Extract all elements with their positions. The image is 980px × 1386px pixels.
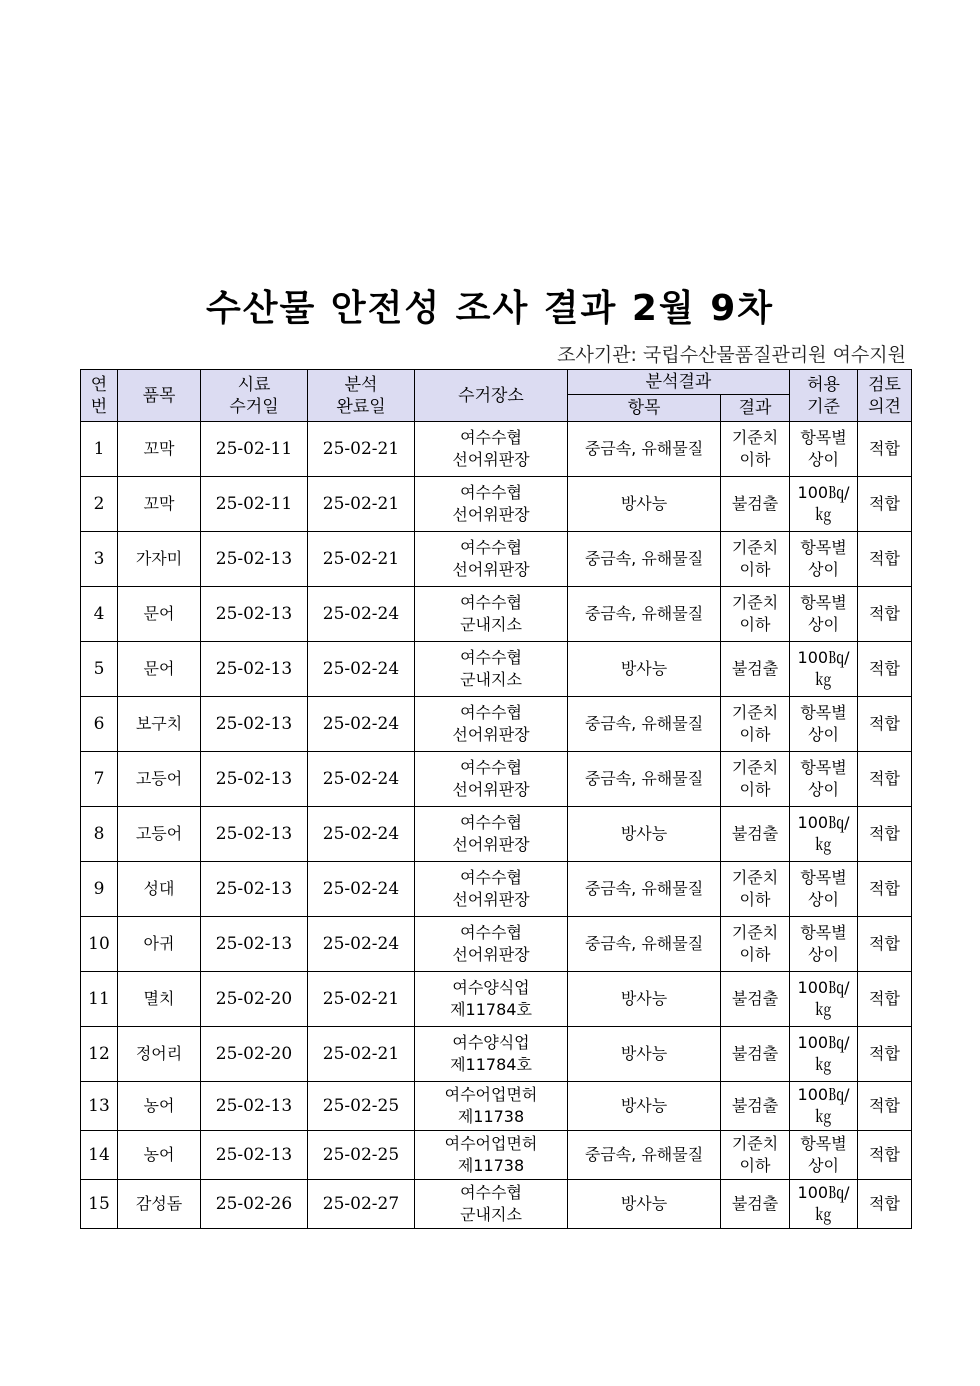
- row-limit: 항목별 상이: [790, 697, 858, 752]
- row-item: 농어: [118, 1131, 201, 1180]
- row-item: 아귀: [118, 917, 201, 972]
- row-category: 중금속, 유해물질: [568, 587, 721, 642]
- row-no: 11: [81, 972, 118, 1027]
- row-item: 보구치: [118, 697, 201, 752]
- row-item: 고등어: [118, 807, 201, 862]
- row-category: 중금속, 유해물질: [568, 697, 721, 752]
- header-category: 항목: [568, 395, 721, 422]
- row-location: 여수수협 선어위판장: [415, 477, 568, 532]
- header-review: 검토 의견: [858, 370, 912, 422]
- row-limit: 항목별 상이: [790, 422, 858, 477]
- row-sample-date: 25-02-13: [201, 587, 308, 642]
- row-no: 14: [81, 1131, 118, 1180]
- row-no: 10: [81, 917, 118, 972]
- row-no: 3: [81, 532, 118, 587]
- row-review: 적합: [858, 752, 912, 807]
- header-analysis-date: 분석 완료일: [308, 370, 415, 422]
- row-location: 여수수협 군내지소: [415, 642, 568, 697]
- row-review: 적합: [858, 422, 912, 477]
- header-sample-date: 시료 수거일: [201, 370, 308, 422]
- row-limit: 항목별 상이: [790, 587, 858, 642]
- row-analysis-date: 25-02-21: [308, 422, 415, 477]
- row-review: 적합: [858, 1082, 912, 1131]
- row-review: 적합: [858, 697, 912, 752]
- table-row: [81, 642, 912, 697]
- row-analysis-date: 25-02-21: [308, 1027, 415, 1082]
- row-location: 여수수협 군내지소: [415, 1180, 568, 1229]
- row-item: 고등어: [118, 752, 201, 807]
- row-review: 적합: [858, 1027, 912, 1082]
- row-category: 방사능: [568, 972, 721, 1027]
- row-limit: 100㏃/ ㎏: [790, 1027, 858, 1082]
- row-no: 6: [81, 697, 118, 752]
- row-category: 방사능: [568, 477, 721, 532]
- row-limit: 100㏃/ ㎏: [790, 1082, 858, 1131]
- table-row: [81, 752, 912, 807]
- row-location: 여수수협 선어위판장: [415, 697, 568, 752]
- table-row: [81, 477, 912, 532]
- row-result: 기준치 이하: [721, 422, 790, 477]
- row-result: 불검출: [721, 1082, 790, 1131]
- row-limit: 항목별 상이: [790, 752, 858, 807]
- table-row: [81, 422, 912, 477]
- row-sample-date: 25-02-13: [201, 1082, 308, 1131]
- row-no: 7: [81, 752, 118, 807]
- row-category: 방사능: [568, 807, 721, 862]
- row-no: 4: [81, 587, 118, 642]
- table-row: [81, 807, 912, 862]
- row-review: 적합: [858, 917, 912, 972]
- row-item: 정어리: [118, 1027, 201, 1082]
- table-row: [81, 972, 912, 1027]
- row-result: 기준치 이하: [721, 862, 790, 917]
- row-sample-date: 25-02-13: [201, 862, 308, 917]
- row-result: 불검출: [721, 477, 790, 532]
- row-review: 적합: [858, 642, 912, 697]
- table-row: [81, 532, 912, 587]
- row-location: 여수양식업 제11784호: [415, 972, 568, 1027]
- row-category: 중금속, 유해물질: [568, 422, 721, 477]
- row-analysis-date: 25-02-24: [308, 917, 415, 972]
- row-result: 기준치 이하: [721, 1131, 790, 1180]
- row-location: 여수수협 선어위판장: [415, 917, 568, 972]
- row-analysis-date: 25-02-21: [308, 972, 415, 1027]
- row-category: 중금속, 유해물질: [568, 752, 721, 807]
- row-location: 여수어업면허 제11738: [415, 1131, 568, 1180]
- row-analysis-date: 25-02-24: [308, 862, 415, 917]
- row-no: 1: [81, 422, 118, 477]
- row-no: 15: [81, 1180, 118, 1229]
- row-analysis-date: 25-02-24: [308, 697, 415, 752]
- row-location: 여수어업면허 제11738: [415, 1082, 568, 1131]
- row-item: 꼬막: [118, 422, 201, 477]
- row-limit: 100㏃/ ㎏: [790, 1180, 858, 1229]
- row-limit: 항목별 상이: [790, 532, 858, 587]
- row-item: 성대: [118, 862, 201, 917]
- results-table: [80, 369, 912, 1229]
- row-result: 불검출: [721, 1180, 790, 1229]
- row-limit: 항목별 상이: [790, 1131, 858, 1180]
- row-location: 여수수협 선어위판장: [415, 862, 568, 917]
- row-location: 여수수협 군내지소: [415, 587, 568, 642]
- row-result: 기준치 이하: [721, 587, 790, 642]
- header-result: 결과: [721, 395, 790, 422]
- row-analysis-date: 25-02-27: [308, 1180, 415, 1229]
- row-sample-date: 25-02-20: [201, 1027, 308, 1082]
- row-limit: 100㏃/ ㎏: [790, 807, 858, 862]
- row-review: 적합: [858, 1180, 912, 1229]
- row-analysis-date: 25-02-25: [308, 1082, 415, 1131]
- row-sample-date: 25-02-26: [201, 1180, 308, 1229]
- row-result: 기준치 이하: [721, 917, 790, 972]
- survey-agency: 조사기관: 국립수산물품질관리원 여수지원: [557, 344, 906, 366]
- row-review: 적합: [858, 862, 912, 917]
- row-location: 여수수협 선어위판장: [415, 807, 568, 862]
- row-category: 방사능: [568, 1082, 721, 1131]
- header-item: 품목: [118, 370, 201, 422]
- row-limit: 100㏃/ ㎏: [790, 477, 858, 532]
- row-location: 여수수협 선어위판장: [415, 532, 568, 587]
- row-limit: 항목별 상이: [790, 862, 858, 917]
- row-no: 8: [81, 807, 118, 862]
- row-analysis-date: 25-02-24: [308, 807, 415, 862]
- header-results: 분석결과: [568, 370, 790, 395]
- row-sample-date: 25-02-11: [201, 477, 308, 532]
- row-category: 방사능: [568, 642, 721, 697]
- row-analysis-date: 25-02-21: [308, 532, 415, 587]
- row-location: 여수수협 선어위판장: [415, 422, 568, 477]
- row-sample-date: 25-02-13: [201, 1131, 308, 1180]
- row-result: 불검출: [721, 1027, 790, 1082]
- row-sample-date: 25-02-13: [201, 752, 308, 807]
- row-item: 가자미: [118, 532, 201, 587]
- row-result: 불검출: [721, 807, 790, 862]
- row-no: 2: [81, 477, 118, 532]
- row-item: 멸치: [118, 972, 201, 1027]
- row-analysis-date: 25-02-25: [308, 1131, 415, 1180]
- table-row: [81, 1131, 912, 1180]
- header-no: 연 번: [81, 370, 118, 422]
- row-sample-date: 25-02-13: [201, 532, 308, 587]
- table-row: [81, 1082, 912, 1131]
- table-row: [81, 587, 912, 642]
- row-result: 기준치 이하: [721, 697, 790, 752]
- row-no: 13: [81, 1082, 118, 1131]
- row-limit: 항목별 상이: [790, 917, 858, 972]
- row-no: 9: [81, 862, 118, 917]
- row-sample-date: 25-02-13: [201, 807, 308, 862]
- row-result: 불검출: [721, 642, 790, 697]
- row-review: 적합: [858, 532, 912, 587]
- row-item: 문어: [118, 587, 201, 642]
- row-result: 기준치 이하: [721, 532, 790, 587]
- row-review: 적합: [858, 587, 912, 642]
- table-row: [81, 697, 912, 752]
- row-no: 5: [81, 642, 118, 697]
- row-item: 농어: [118, 1082, 201, 1131]
- row-sample-date: 25-02-13: [201, 697, 308, 752]
- row-category: 중금속, 유해물질: [568, 1131, 721, 1180]
- table-row: [81, 917, 912, 972]
- row-analysis-date: 25-02-24: [308, 642, 415, 697]
- row-sample-date: 25-02-13: [201, 642, 308, 697]
- row-no: 12: [81, 1027, 118, 1082]
- table-row: [81, 1180, 912, 1229]
- row-category: 방사능: [568, 1180, 721, 1229]
- header-limit: 허용 기준: [790, 370, 858, 422]
- row-analysis-date: 25-02-24: [308, 587, 415, 642]
- row-analysis-date: 25-02-21: [308, 477, 415, 532]
- row-sample-date: 25-02-11: [201, 422, 308, 477]
- row-limit: 100㏃/ ㎏: [790, 972, 858, 1027]
- row-review: 적합: [858, 972, 912, 1027]
- row-category: 중금속, 유해물질: [568, 862, 721, 917]
- row-category: 중금속, 유해물질: [568, 917, 721, 972]
- row-result: 불검출: [721, 972, 790, 1027]
- table-row: [81, 862, 912, 917]
- row-sample-date: 25-02-20: [201, 972, 308, 1027]
- table-row: [81, 1027, 912, 1082]
- row-review: 적합: [858, 1131, 912, 1180]
- row-result: 기준치 이하: [721, 752, 790, 807]
- row-category: 중금속, 유해물질: [568, 532, 721, 587]
- row-item: 문어: [118, 642, 201, 697]
- row-review: 적합: [858, 477, 912, 532]
- row-sample-date: 25-02-13: [201, 917, 308, 972]
- row-limit: 100㏃/ ㎏: [790, 642, 858, 697]
- row-location: 여수수협 선어위판장: [415, 752, 568, 807]
- row-item: 감성돔: [118, 1180, 201, 1229]
- page-title: 수산물 안전성 조사 결과 2월 9차: [205, 288, 775, 329]
- row-analysis-date: 25-02-24: [308, 752, 415, 807]
- row-category: 방사능: [568, 1027, 721, 1082]
- row-review: 적합: [858, 807, 912, 862]
- row-location: 여수양식업 제11784호: [415, 1027, 568, 1082]
- header-location: 수거장소: [415, 370, 568, 422]
- row-item: 꼬막: [118, 477, 201, 532]
